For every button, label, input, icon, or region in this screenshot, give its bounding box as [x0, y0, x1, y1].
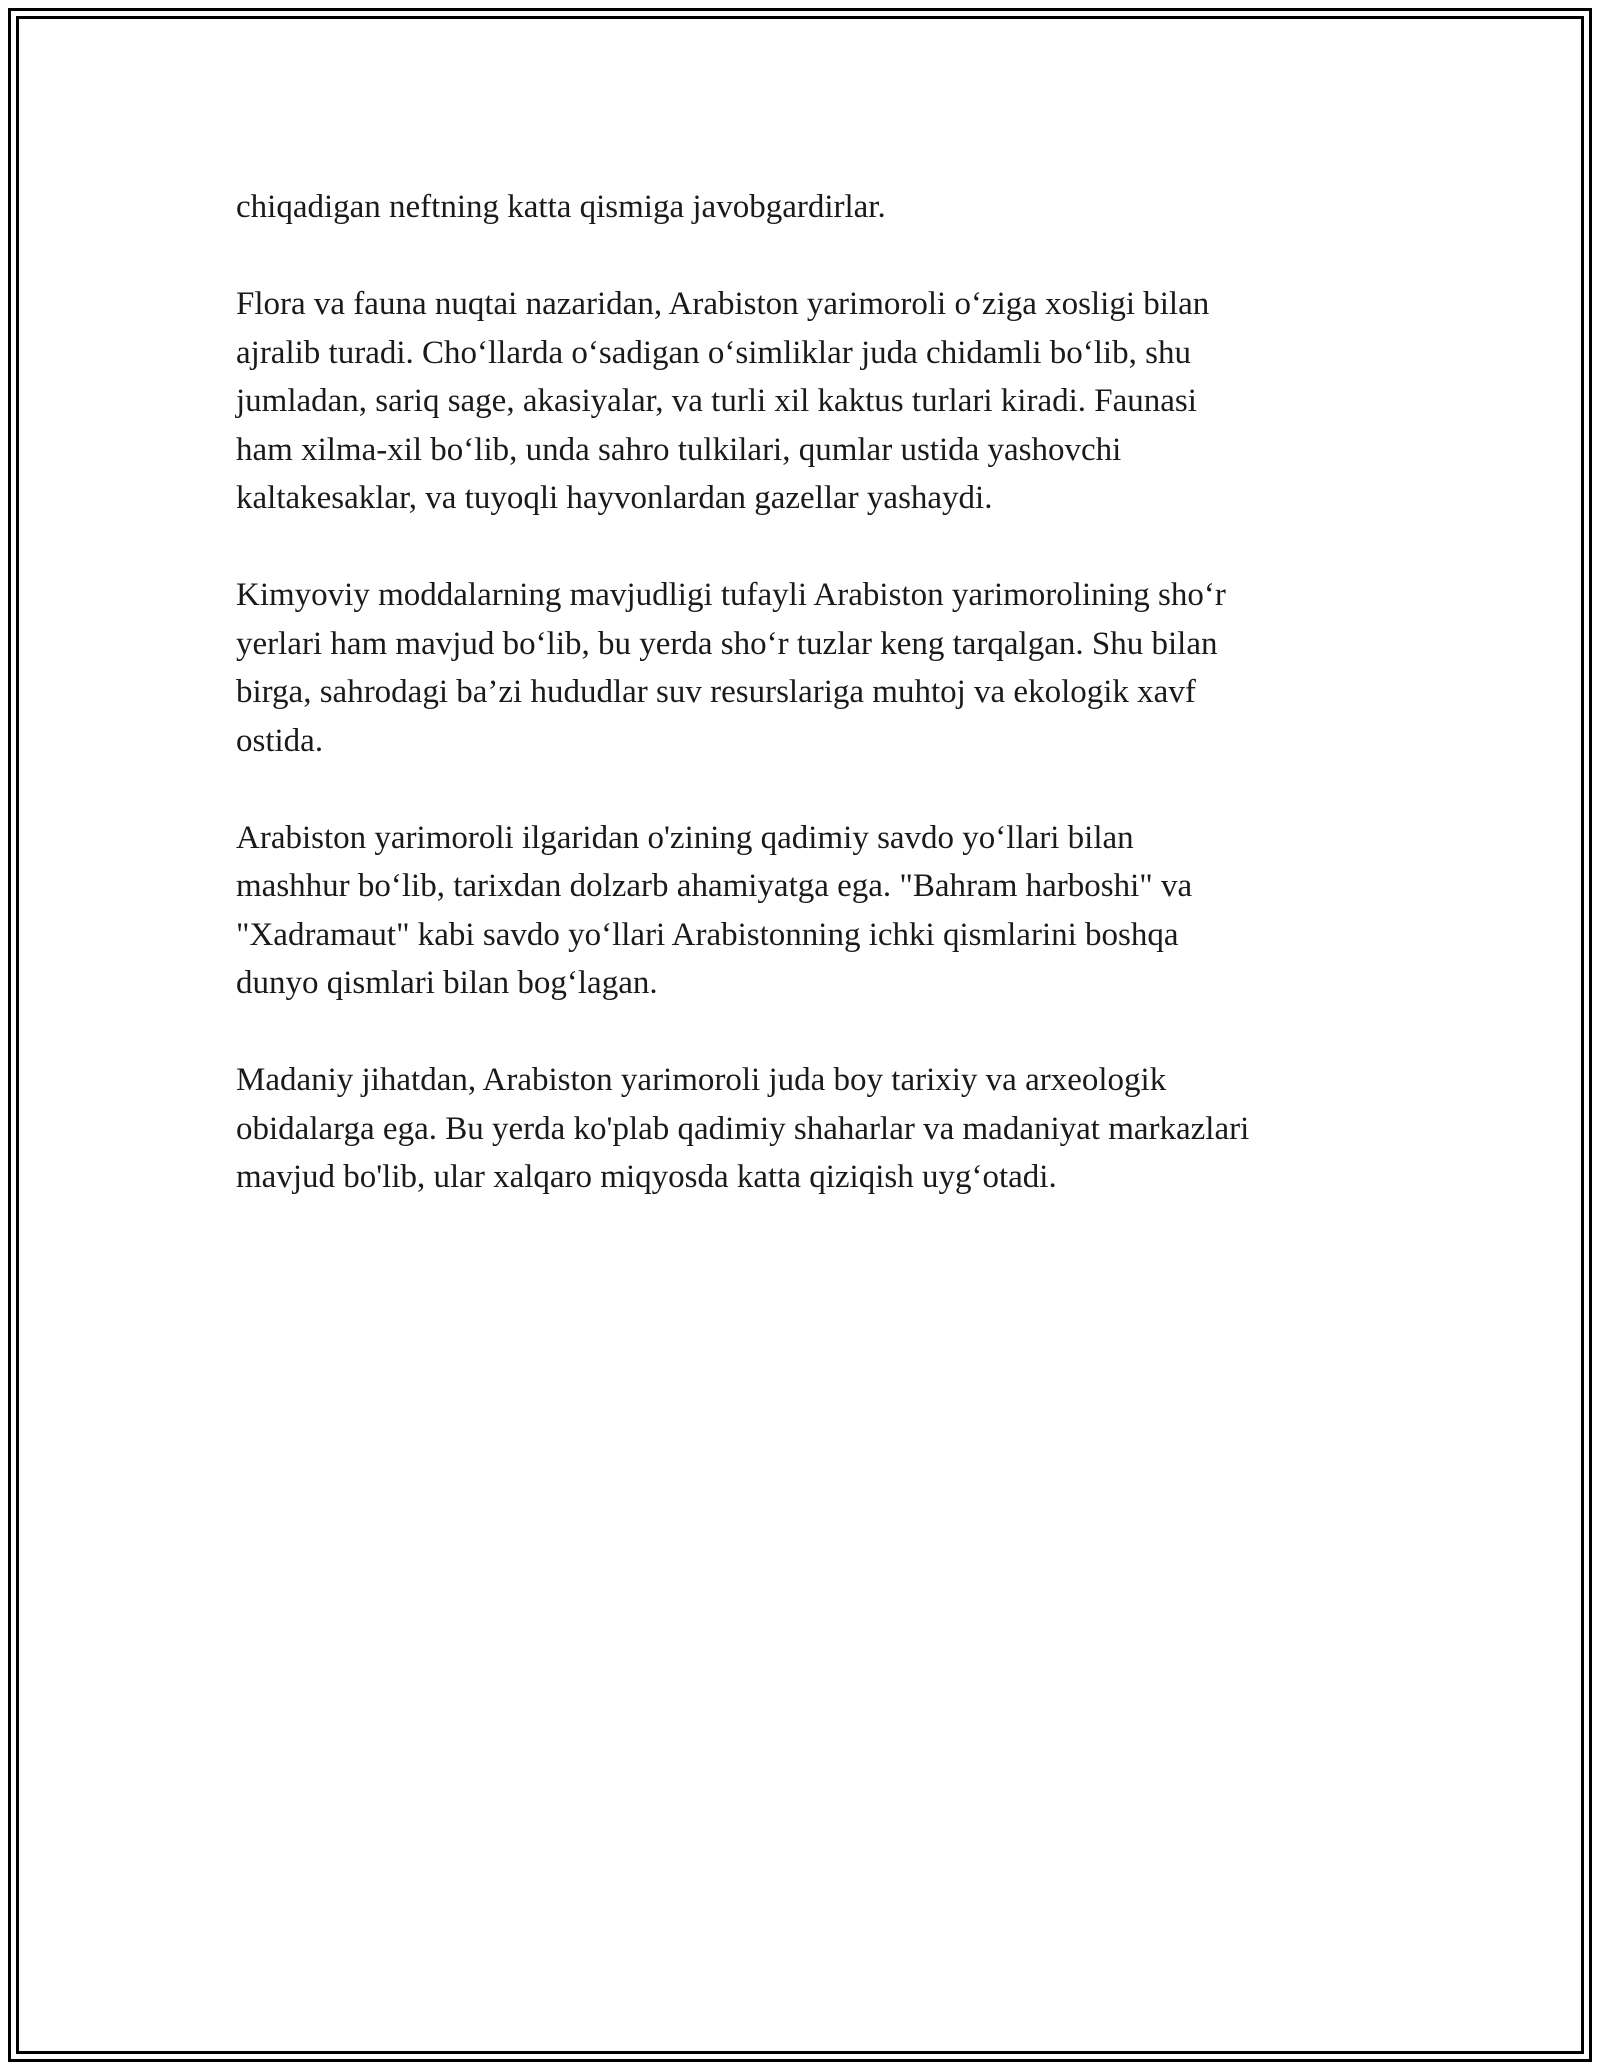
text-line: birga, sahrodagi ba’zi hududlar suv resurslariga muhtoj va ekologik xavf: [236, 674, 1196, 710]
text-line: ostida.: [236, 722, 324, 759]
text-line: ham xilma-xil bo‘lib, unda sahro tulkilari, qumlar ustida yashovchi: [236, 431, 1122, 468]
text-line: Arabiston yarimoroli ilgaridan o'zining qadimiy savdo yo‘llari bilan: [236, 819, 1134, 856]
text-line: chiqadigan neftning katta qismiga javobgardirlar.: [236, 189, 886, 225]
text-line: jumladan, sariq sage, akasiyalar, va turli xil kaktus turlari kiradi. Faunasi: [236, 383, 1197, 419]
text-line: dunyo qismlari bilan bog‘lagan.: [236, 965, 658, 1001]
paragraph-1: [236, 183, 1376, 232]
paragraph-2: [236, 280, 1376, 523]
text-line: Flora va fauna nuqtai nazaridan, Arabiston yarimoroli o‘ziga xosligi bilan: [236, 286, 1210, 322]
text-line: mashhur bo‘lib, tarixdan dolzarb ahamiyatga ega. "Bahram harboshi" va: [236, 868, 1193, 904]
text-line: Kimyoviy moddalarning mavjudligi tufayli Arabiston yarimorolining sho‘r: [236, 577, 1226, 613]
text-line: kaltakesaklar, va tuyoqli hayvonlardan gazellar yashaydi.: [236, 480, 993, 516]
paragraph-5: [236, 1056, 1376, 1202]
paragraph-4: [236, 814, 1376, 1008]
paragraph-3: [236, 571, 1376, 765]
text-line: Madaniy jihatdan, Arabiston yarimoroli juda boy tarixiy va arxeologik: [236, 1062, 1167, 1098]
document-body: [236, 183, 1376, 1250]
text-line: mavjud bo'lib, ular xalqaro miqyosda katta qiziqish uyg‘otadi.: [236, 1159, 1057, 1195]
text-line: obidalarga ega. Bu yerda ko'plab qadimiy shaharlar va madaniyat markazlari: [236, 1110, 1250, 1147]
text-line: ajralib turadi. Cho‘llarda o‘sadigan o‘simliklar juda chidamli bo‘lib, shu: [236, 334, 1191, 371]
text-line: yerlari ham mavjud bo‘lib, bu yerda sho‘r tuzlar keng tarqalgan. Shu bilan: [236, 625, 1218, 662]
text-line: "Xadramaut" kabi savdo yo‘llari Arabistonning ichki qismlarini boshqa: [236, 916, 1179, 953]
